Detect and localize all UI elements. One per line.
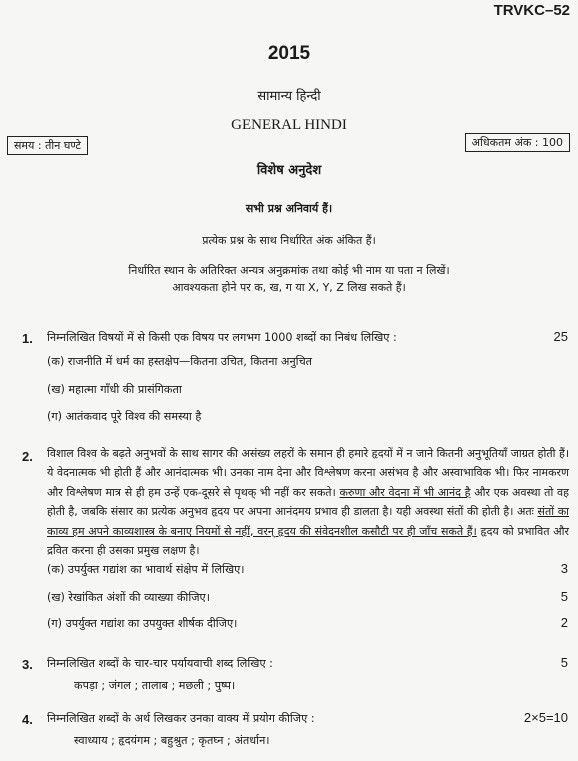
instruction-line: आवश्यकता होने पर क, ख, ग या X, Y, Z लिख सकते हैं। <box>172 281 406 294</box>
option-item: (क) राजनीति में धर्म का हस्तक्षेप—कितना उचित, कितना अनुचित <box>47 355 313 368</box>
instruction-line: प्रत्येक प्रश्न के साथ निर्धारित अंक अंकित हैं। <box>202 234 376 247</box>
passage-text: हृदय को प्रभावित और द्रवित करना ही उसका प्रमुख लक्षण है। <box>47 524 569 558</box>
question-text: निम्नलिखित विषयों में से किसी एक विषय पर लगभग 1000 शब्दों का निबंध लिखिए : <box>47 331 397 344</box>
question-number: 3. <box>22 657 33 672</box>
passage-text: और एक अवस्था तो वह होती है, जबकि संसार का प्रत्येक अनुभव हृदय पर अपना आनंदमय प्रभाव ही डालता है। यही अवस्था संतों की होती है। अतः <box>47 485 569 519</box>
passage <box>47 444 569 560</box>
question-text: निम्नलिखित शब्दों के अर्थ लिखकर उनका वाक्य में प्रयोग कीजिए : <box>47 712 315 725</box>
instruction-line: निर्धारित स्थान के अतिरिक्त अन्यत्र अनुक्रमांक तथा कोई भी नाम या पता न लिखें। <box>128 264 450 277</box>
sub-question-marks: 3 <box>560 561 568 576</box>
sub-question-marks: 2 <box>560 615 568 630</box>
paper-code: TRVKC–52 <box>493 2 570 19</box>
question-text: निम्नलिखित शब्दों के चार-चार पर्यायवाची शब्द लिखिए : <box>47 657 273 670</box>
subject-title-hindi: सामान्य हिन्दी <box>257 89 321 104</box>
question-marks: 5 <box>560 655 568 670</box>
question-number: 1. <box>22 331 33 346</box>
sub-question-marks: 5 <box>560 589 568 604</box>
instructions-title: विशेष अनुदेश <box>256 163 322 178</box>
sub-question: (क) उपर्युक्त गद्यांश का भावार्थ संक्षेप में लिखिए। <box>47 563 245 576</box>
sub-question: (ख) रेखांकित अंशों की व्याख्या कीजिए। <box>47 591 210 604</box>
sub-question: (ग) उपर्युक्त गद्यांश का उपयुक्त शीर्षक दीजिए। <box>47 617 238 630</box>
underlined-text: संतों का काव्य हम अपने काव्यशास्त्र के बनाए नियमों से नहीं, वरन् हृदय की संवेदनशील कसौटी पर ही जाँच सकते हैं। <box>47 505 570 538</box>
max-marks-box: अधिकतम अंक : 100 <box>465 133 570 152</box>
instruction-line: सभी प्रश्न अनिवार्य हैं। <box>245 202 333 215</box>
time-allowed-box: समय : तीन घण्टे <box>7 136 88 155</box>
question-number: 4. <box>22 712 33 727</box>
option-item: (ग) आतंकवाद पूरे विश्व की समस्या है <box>47 410 202 423</box>
word-list: कपड़ा ; जंगल ; तालाब ; मछली ; पुष्प। <box>74 679 236 692</box>
exam-year: 2015 <box>267 43 311 64</box>
question-marks: 2×5=10 <box>523 710 568 725</box>
question-number: 2. <box>22 449 33 464</box>
word-list: स्वाध्याय ; हृदयंगम ; बहुश्रुत ; कृतघ्न ; अंतर्धान। <box>74 734 270 747</box>
passage-text: विशाल विश्व के बढ़ते अनुभवों के साथ सागर की असंख्य लहरों के समान ही हमारे हृदयों में न जाने कितनी अनुभूतियाँ जाग्रत होती हैं। ये वेदनात्मक भी होती हैं और आनंदात्मक भी। उनका नाम देना और विश्लेषण करना असंभव है और अस्वाभाविक भी। फिर नामकरण और विश्लेषण मात्र से ही हम उन्हें एक-दूसरे से पृथक् भी नहीं कर सकते। <box>47 447 569 499</box>
question-marks: 25 <box>553 329 568 344</box>
option-item: (ख) महात्मा गाँधी की प्रासंगिकता <box>47 383 182 396</box>
underlined-text: करुणा और वेदना में भी आनंद है <box>339 485 471 499</box>
subject-title-english: GENERAL HINDI <box>231 117 347 133</box>
